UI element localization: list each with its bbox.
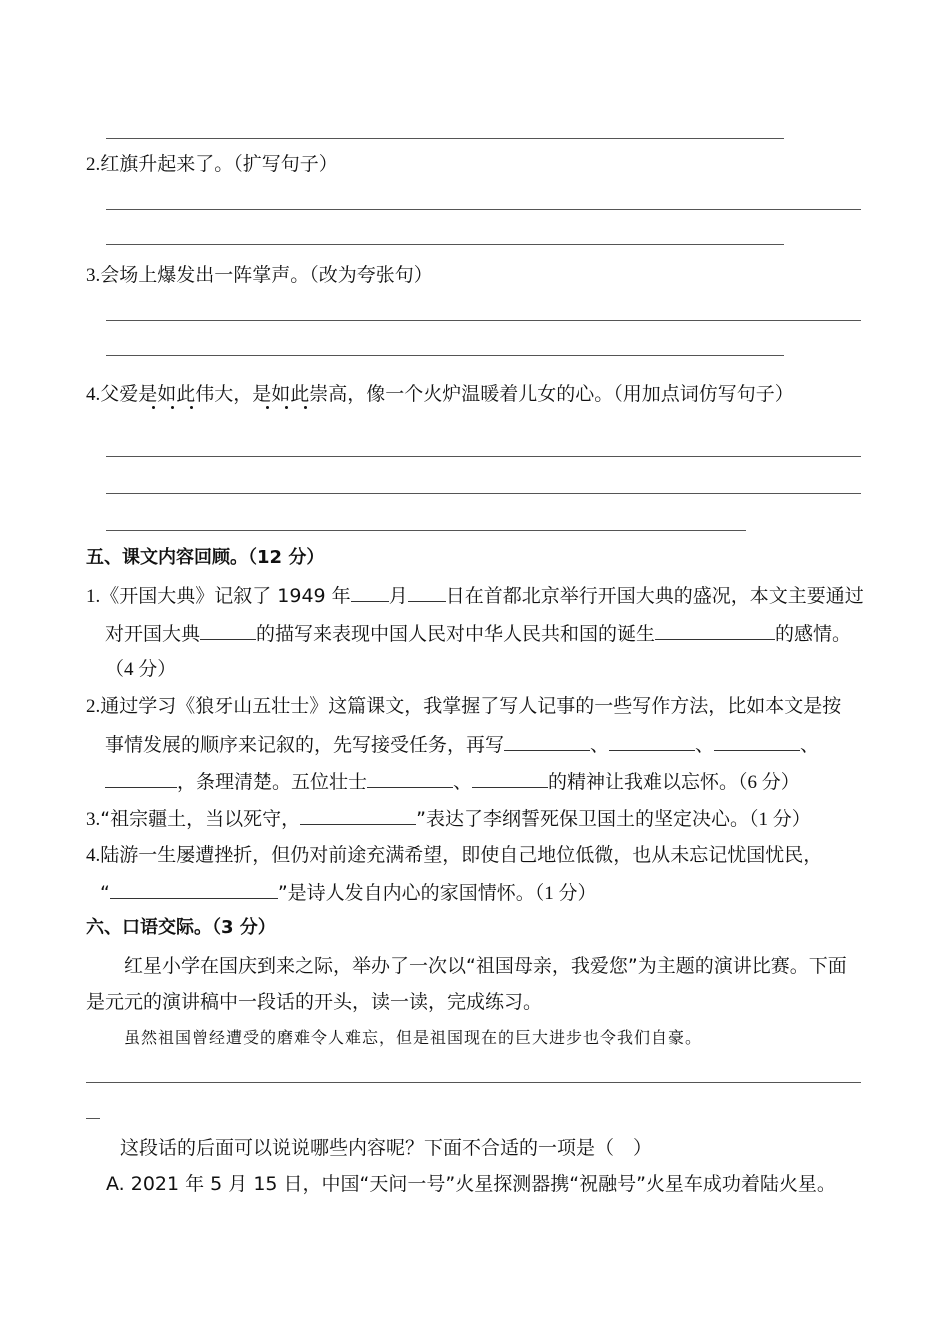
fill-blank[interactable] [655, 621, 775, 640]
s5-item1-line2: 对开国大典 的描写来表现中国人民对中华人民共和国的诞生 的感情。 [105, 623, 852, 645]
fill-blank[interactable] [609, 732, 695, 751]
emphasis-dot [171, 406, 174, 409]
s5-item1-score: （4 分） [105, 659, 177, 680]
s6-option-a: A. 2021 年 5 月 15 日，中国“天问一号”火星探测器携“祝融号”火星车成功着陆火星。 [106, 1173, 836, 1195]
section-6-heading: 六、口语交际。（3 分） [86, 917, 276, 938]
answer-line [86, 1082, 861, 1083]
s5-item2-line1: 2.通过学习《狼牙山五壮士》这篇课文，我掌握了写人记事的一些写作方法，比如本文是按 [86, 695, 842, 717]
section-5-heading: 五、课文内容回顾。（12 分） [86, 547, 325, 568]
answer-line [106, 355, 784, 356]
s5-item2-line2: 事情发展的顺序来记叙的，先写接受任务，再写 、 、 、 [105, 734, 820, 756]
emphasis-dot [285, 406, 288, 409]
emphasis-dot [152, 406, 155, 409]
emphasis-dot [266, 406, 269, 409]
fill-blank[interactable] [714, 732, 800, 751]
emphasis-dot [304, 406, 307, 409]
s5-item4-line1: 4.陆游一生屡遭挫折，但仍对前途充满希望，即使自己地位低微，也从未忘记忧国忧民， [86, 844, 823, 866]
answer-line [106, 530, 746, 531]
s6-intro-line1: 红星小学在国庆到来之际，举办了一次以“祖国母亲，我爱您”为主题的演讲比赛。下面 [124, 955, 847, 977]
fill-blank[interactable] [367, 769, 453, 788]
fill-blank[interactable] [472, 769, 548, 788]
s5-item3: 3.“祖宗疆土，当以死守， ”表达了李纲誓死保卫国土的坚定决心。（1 分） [86, 808, 811, 830]
speech-excerpt: 虽然祖国曾经遭受的磨难令人难忘，但是祖国现在的巨大进步也令我们自豪。 [124, 1028, 703, 1047]
s6-intro-line2: 是元元的演讲稿中一段话的开头，读一读，完成练习。 [86, 991, 543, 1013]
question-2: 2.红旗升起来了。（扩写句子） [86, 153, 338, 175]
fill-blank[interactable] [300, 806, 416, 825]
answer-line [86, 1118, 100, 1119]
s5-item1-line1: 1.《开国大典》记叙了 1949 年 月 日在首都北京举行开国大典的盛况，本文主要通过 [86, 585, 864, 607]
answer-line [106, 244, 784, 245]
answer-line [106, 456, 861, 457]
answer-line [106, 320, 861, 321]
s5-item4-line2: “ ”是诗人发自内心的家国情怀。（1 分） [100, 882, 597, 904]
s5-item2-line3: ，条理清楚。五位壮士 、 的精神让我难以忘怀。（6 分） [105, 769, 800, 795]
fill-blank[interactable] [200, 621, 256, 640]
fill-blank[interactable] [408, 583, 446, 602]
question-3: 3.会场上爆发出一阵掌声。（改为夸张句） [86, 264, 433, 286]
question-4: 4.父爱是如此伟大，是如此崇高，像一个火炉温暖着儿女的心。（用加点词仿写句子） [86, 383, 794, 405]
fill-blank[interactable] [110, 880, 278, 899]
fill-blank[interactable] [105, 769, 177, 788]
answer-line [106, 138, 784, 139]
s6-question: 这段话的后面可以说说哪些内容呢？下面不合适的一项是（ ） [120, 1137, 653, 1159]
answer-line [106, 493, 861, 494]
emphasis-dot [190, 406, 193, 409]
answer-line [106, 209, 861, 210]
fill-blank[interactable] [351, 583, 389, 602]
fill-blank[interactable] [504, 732, 590, 751]
